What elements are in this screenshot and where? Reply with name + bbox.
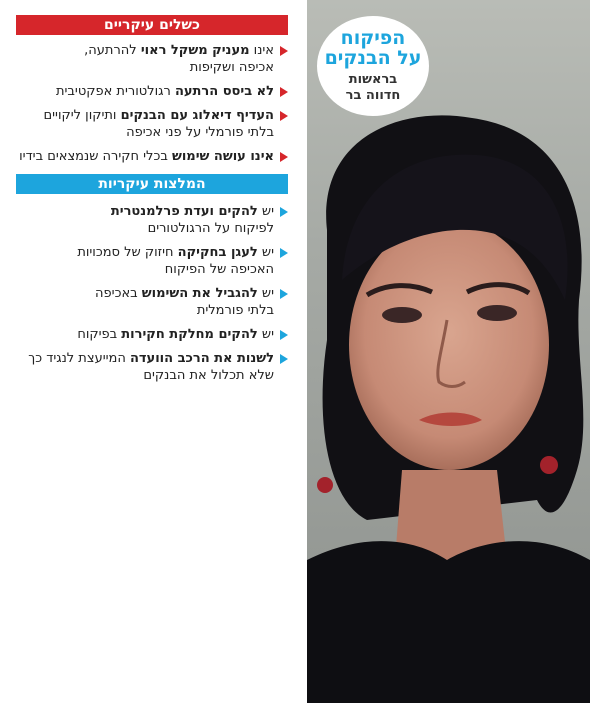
triangle-arrow-left-icon — [280, 289, 288, 299]
item-text: המייעצת לנגיד כך — [28, 351, 130, 366]
list-item — [16, 148, 288, 165]
list-item — [16, 326, 288, 343]
list-item — [16, 244, 288, 278]
item-text: יש — [257, 245, 274, 260]
failures-list — [16, 42, 288, 165]
item-text: בפיקוח — [77, 327, 122, 342]
item-bold-text: להקים מחלקת חקירות — [121, 327, 258, 342]
item-text: יש — [257, 286, 274, 301]
triangle-arrow-left-icon — [280, 248, 288, 258]
triangle-arrow-left-icon — [280, 330, 288, 340]
item-bold-text: להקים ועדת פרלמנטרית — [110, 204, 258, 219]
item-text: בלתי פורמלית — [196, 303, 274, 318]
triangle-arrow-left-icon — [280, 207, 288, 217]
item-text: יש — [257, 327, 274, 342]
topic-badge — [317, 16, 429, 116]
item-text: רגולטורית אפקטיבית — [55, 84, 175, 99]
list-item — [16, 107, 288, 141]
badge-title-line1: הפיקוח — [340, 27, 406, 49]
badge-subtitle-line2: חדווה בר — [345, 88, 401, 103]
recommendations-header: המלצות עיקריות — [16, 174, 288, 194]
item-text: באכיפה — [95, 286, 142, 301]
item-text: בלתי פורמלי על פני אכיפה — [126, 125, 274, 140]
item-bold-text: מעניק משקל ראוי — [140, 43, 250, 58]
recommendations-list — [16, 203, 288, 384]
item-text: האכיפה של הפיקוח — [164, 262, 274, 277]
list-item — [16, 203, 288, 237]
item-bold-text: לשנות את הרכב הוועדה — [129, 351, 274, 366]
item-text: יש — [257, 204, 274, 219]
item-text: לפיקוח על הרגולטורים — [147, 221, 274, 236]
triangle-arrow-left-icon — [280, 111, 288, 121]
item-text: ותיקון ליקויים — [43, 108, 121, 123]
failures-header: כשלים עיקריים — [16, 15, 288, 35]
item-bold-text: לעגן בחקיקה — [177, 245, 258, 260]
item-text: שלא תכלול את הבנקים — [143, 368, 274, 383]
item-bold-text: אינו עושה שימוש — [171, 149, 274, 164]
item-bold-text: להגביל את השימוש — [141, 286, 258, 301]
list-item — [16, 350, 288, 384]
item-text: חיזוק של סמכויות — [77, 245, 178, 260]
triangle-arrow-left-icon — [280, 87, 288, 97]
triangle-arrow-left-icon — [280, 152, 288, 162]
item-text: אינו — [249, 43, 274, 58]
item-text: בכלי חקירה שנמצאים בידיו — [19, 149, 172, 164]
badge-title-line2: על הבנקים — [324, 47, 422, 69]
triangle-arrow-left-icon — [280, 46, 288, 56]
triangle-arrow-left-icon — [280, 354, 288, 364]
list-item — [16, 285, 288, 319]
badge-subtitle-line1: בראשות — [348, 72, 398, 87]
item-bold-text: לא ביסס הרתעה — [174, 84, 274, 99]
list-item — [16, 42, 288, 76]
recommendations-section — [16, 174, 288, 391]
failures-section — [16, 15, 288, 172]
item-text: להרתעה, — [84, 43, 141, 58]
list-item — [16, 83, 288, 100]
item-bold-text: העדיף דיאלוג עם הבנקים — [120, 108, 274, 123]
item-text: אכיפה ושקיפות — [189, 60, 274, 75]
